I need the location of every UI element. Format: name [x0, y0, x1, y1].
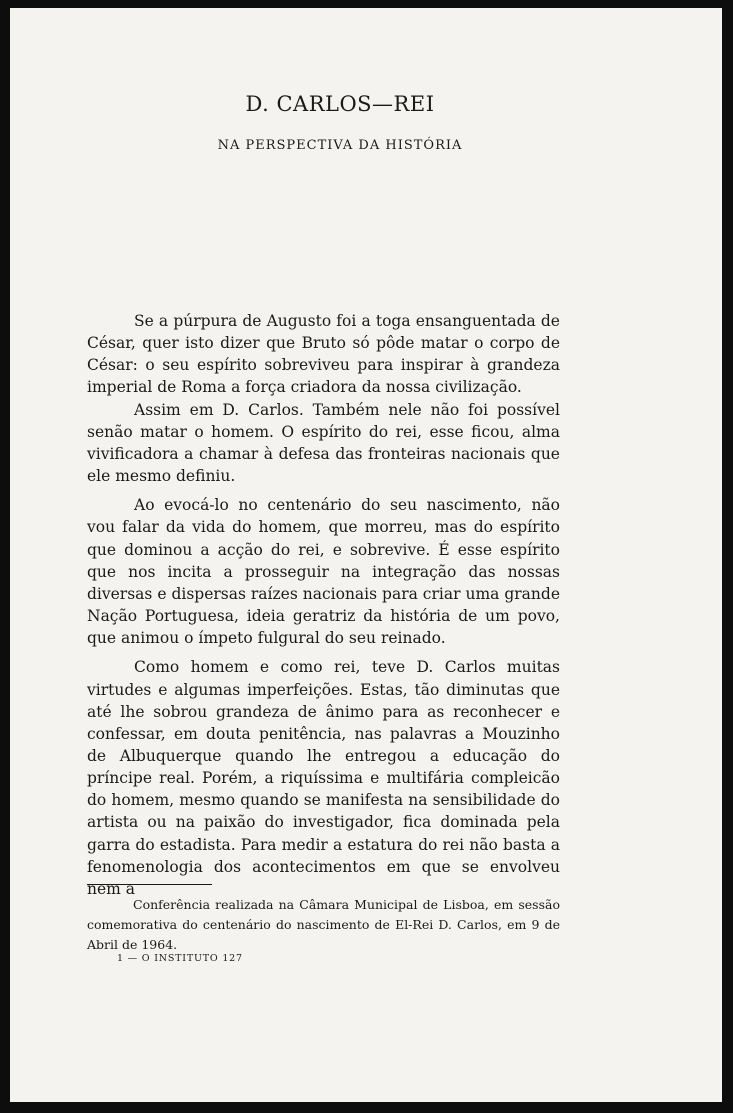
paragraph-4: Como homem e como rei, teve D. Carlos muitas virtudes e algumas imperfeições. Estas, tão diminutas que até lhe sobrou grandeza de ânimo para as reconhecer e confessar, em douta penitência, nas palavras a Mouzinho de Albuquerque quando lhe entregou a educação do príncipe real. Porém, a riquíssima e multifária compleicão do homem, mesmo quando se manifesta na sensibilidade do artista ou na paixão do investigador, fica dominada pela garra do estadista. Para medir a estatura do rei não basta a fenomenologia dos acontecimentos em que se envolveu nem a	[87, 658, 560, 898]
footnote-divider	[87, 884, 212, 885]
page-title: D. CARLOS—REI	[245, 92, 435, 116]
paragraph-1: Se a púrpura de Augusto foi a toga ensanguentada de César, quer isto dizer que Bruto só pôde matar o corpo de César: o seu espírito sobreviveu para inspirar à grandeza imperial de Roma a força criadora da nossa civilização.	[87, 312, 560, 397]
page-subtitle: NA PERSPECTIVA DA HISTÓRIA	[217, 138, 463, 153]
document-page	[10, 8, 722, 1102]
paragraph-2: Assim em D. Carlos. Também nele não foi possível senão matar o homem. O espírito do rei, esse ficou, alma vivificadora a chamar à defesa das fronteiras nacionais que ele mesmo definiu.	[87, 400, 560, 486]
body-text	[87, 310, 560, 900]
printer-signature: 1 — O INSTITUTO 127	[117, 953, 243, 964]
footnote: Conferência realizada na Câmara Municipal de Lisboa, em sessão comemorativa do centenário do nascimento de El-Rei D. Carlos, em 9 de Abril de 1964.	[87, 897, 560, 952]
paragraph-3: Ao evocá-lo no centenário do seu nascimento, não vou falar da vida do homem, que morreu, mas do espírito que dominou a acção do rei, e sobrevive. É esse espírito que nos incita a prosseguir na integração das nossas diversas e dispersas raízes nacionais para criar uma grande Nação Portuguesa, ideia geratriz da história de um povo, que animou o ímpeto fulgural do seu reinado.	[87, 496, 560, 648]
